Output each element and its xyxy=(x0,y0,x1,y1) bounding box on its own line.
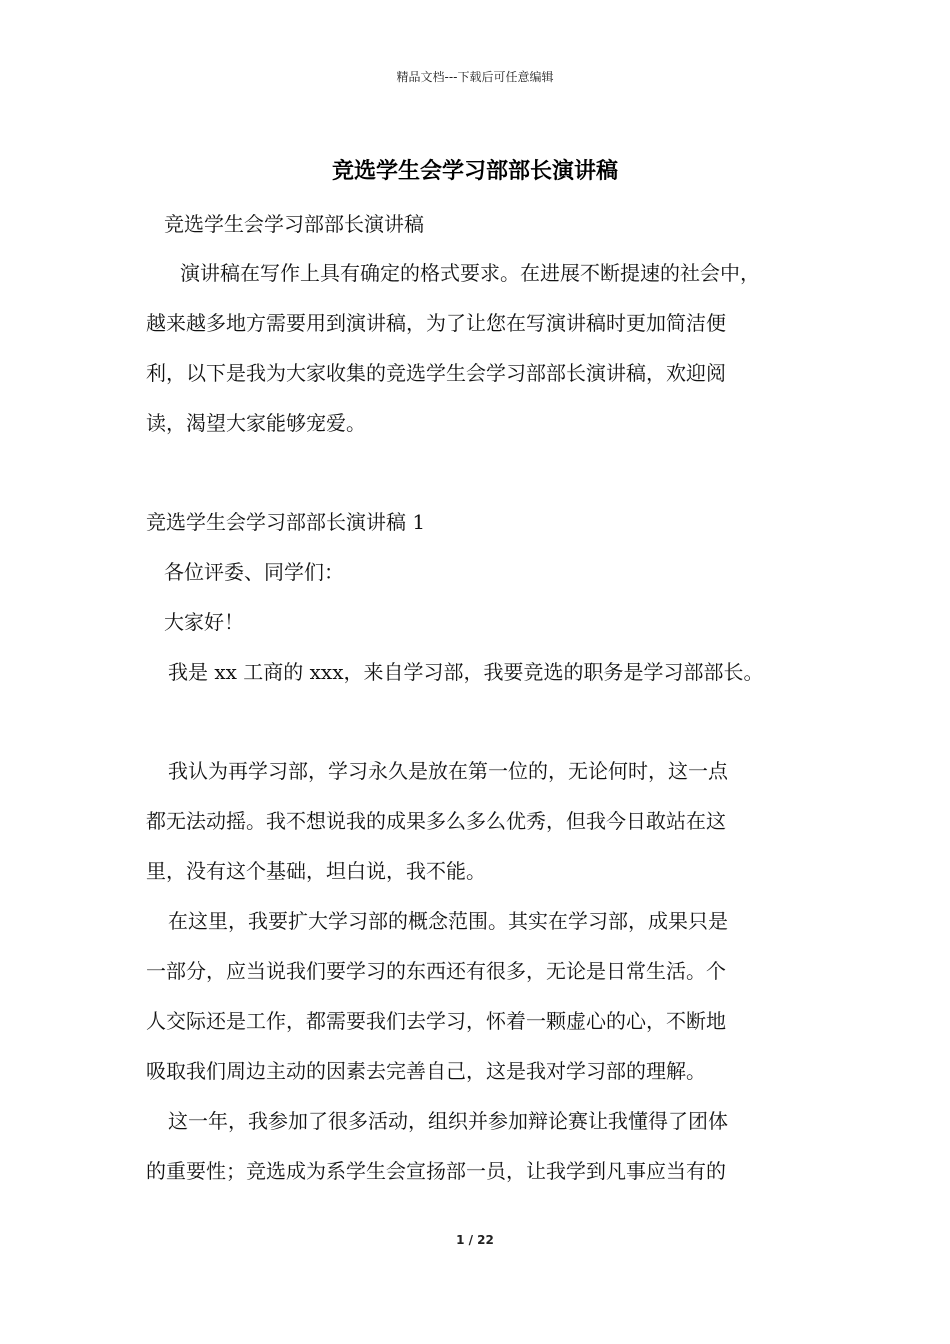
text-line: 利，以下是我为大家收集的竞选学生会学习部部长演讲稿，欢迎阅 xyxy=(146,361,726,385)
text-line: 我认为再学习部，学习永久是放在第一位的，无论何时，这一点 xyxy=(168,759,728,783)
text-line: 越来越多地方需要用到演讲稿，为了让您在写演讲稿时更加简洁便 xyxy=(146,311,726,335)
text-line: 在这里，我要扩大学习部的概念范围。其实在学习部，成果只是 xyxy=(168,909,728,933)
text-line: 里，没有这个基础，坦白说，我不能。 xyxy=(146,859,486,883)
text-line: 大家好！ xyxy=(164,610,244,634)
document-header-note: 精品文档---下载后可任意编辑 xyxy=(396,70,554,84)
text-line: 演讲稿在写作上具有确定的格式要求。在进展不断提速的社会中， xyxy=(180,261,760,285)
text-line: 人交际还是工作，都需要我们去学习，怀着一颗虚心的心，不断地 xyxy=(146,1009,726,1033)
text-line: 竞选学生会学习部部长演讲稿 xyxy=(164,212,424,236)
text-line: 的重要性；竞选成为系学生会宣扬部一员，让我学到凡事应当有的 xyxy=(146,1159,726,1183)
text-line: 吸取我们周边主动的因素去完善自己，这是我对学习部的理解。 xyxy=(146,1059,706,1083)
text-line: 各位评委、同学们： xyxy=(164,560,344,584)
document-title: 竞选学生会学习部部长演讲稿 xyxy=(331,159,618,184)
section-heading: 竞选学生会学习部部长演讲稿 1 xyxy=(146,510,426,534)
text-line: 我是 xx 工商的 xxx，来自学习部，我要竞选的职务是学习部部长。 xyxy=(168,660,764,684)
text-line: 读，渴望大家能够宠爱。 xyxy=(146,411,366,435)
text-line: 都无法动摇。我不想说我的成果多么多么优秀，但我今日敢站在这 xyxy=(146,809,726,833)
text-line: 这一年，我参加了很多活动，组织并参加辩论赛让我懂得了团体 xyxy=(168,1109,728,1133)
text-line: 一部分，应当说我们要学习的东西还有很多，无论是日常生活。个 xyxy=(146,959,726,983)
page-number: 1 / 22 xyxy=(456,1233,494,1247)
